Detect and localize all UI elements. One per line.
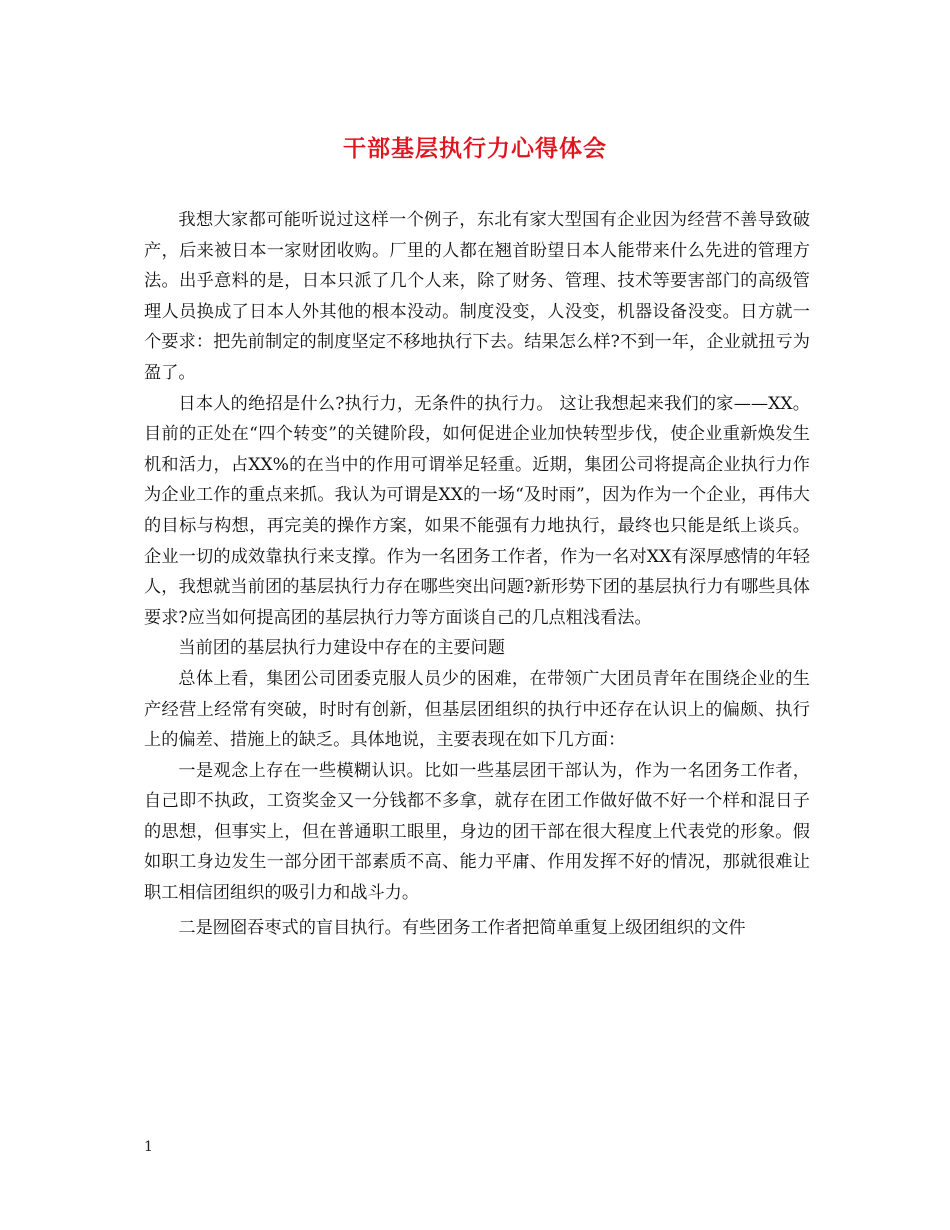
paragraph-4: 一是观念上存在一些模糊认识。比如一些基层团干部认为，作为一名团务工作者，自己即不执政，工资奖金又一分钱都不多拿，就存在团工作做好做不好一个样和混日子的思想，但事实上，但在普通职工眼里，身边的团干部在很大程度上代表党的形象。假如职工身边发生一部分团干部素质不高、能力平庸、作用发挥不好的情况，那就很难让职工相信团组织的吸引力和战斗力。 bbox=[144, 760, 810, 904]
section-heading: 当前团的基层执行力建设中存在的主要问题 bbox=[178, 638, 505, 659]
paragraph-3: 总体上看，集团公司团委克服人员少的困难，在带领广大团员青年在围绕企业的生产经营上经常有突破，时时有创新，但基层团组织的执行中还存在认识上的偏颇、执行上的偏差、措施上的缺乏。具体地说，主要表现在如下几方面： bbox=[144, 668, 810, 751]
page-number: 1 bbox=[144, 1139, 153, 1155]
paragraph-2: 日本人的绝招是什么?执行力，无条件的执行力。 这让我想起来我们的家——XX。目前的正处在“四个转变”的关键阶段，如何促进企业加快转型步伐，使企业重新焕发生机和活力，占XX%的在当中的作用可谓举足轻重。近期，集团公司将提高企业执行力作为企业工作的重点来抓。我认为可谓是XX的一场“及时雨”，因为作为一个企业，再伟大的目标与构想，再完美的操作方案，如果不能强有力地执行，最终也只能是纸上谈兵。企业一切的成效靠执行来支撑。作为一名团务工作者，作为一名对XX有深厚感情的年轻人，我想就当前团的基层执行力存在哪些突出问题?新形势下团的基层执行力有哪些具体要求?应当如何提高团的基层执行力等方面谈自己的几点粗浅看法。 bbox=[144, 393, 810, 628]
document-body bbox=[144, 205, 810, 943]
paragraph-1: 我想大家都可能听说过这样一个例子，东北有家大型国有企业因为经营不善导致破产，后来被日本一家财团收购。厂里的人都在翘首盼望日本人能带来什么先进的管理方法。出乎意料的是，日本只派了几个人来，除了财务、管理、技术等要害部门的高级管理人员换成了日本人外其他的根本没动。制度没变，人没变，机器设备没变。日方就一个要求：把先前制定的制度坚定不移地执行下去。结果怎么样?不到一年，企业就扭亏为盈了。 bbox=[144, 210, 810, 383]
document-title: 干部基层执行力心得体会 bbox=[343, 135, 607, 162]
paragraph-5: 二是囫囵吞枣式的盲目执行。有些团务工作者把简单重复上级团组织的文件 bbox=[178, 917, 746, 938]
